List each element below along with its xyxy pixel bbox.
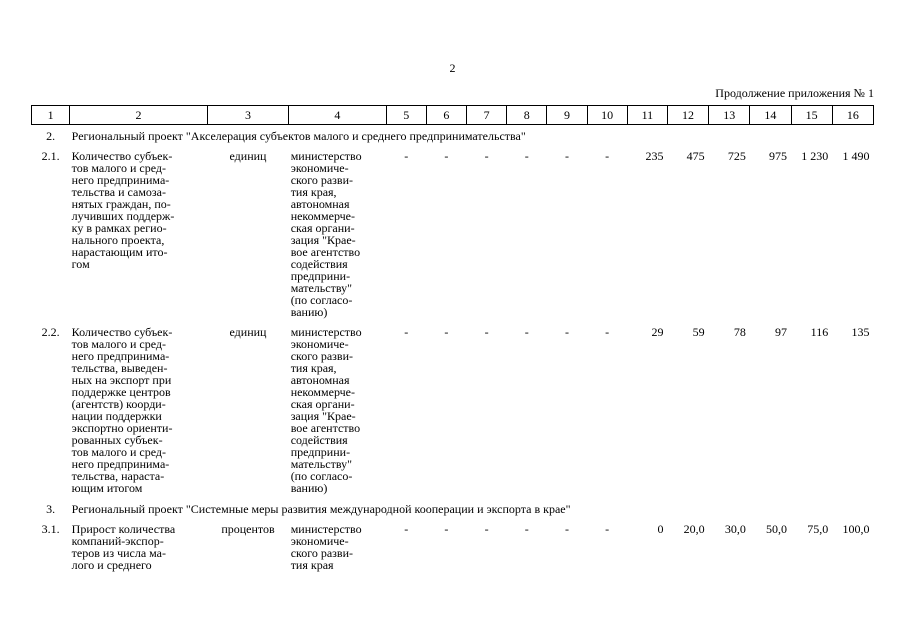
value-cell: 100,0 [842,522,870,536]
page-number: 2 [449,61,456,75]
value-cell: - [605,325,610,339]
header-cell: 1 [32,106,70,125]
value-cell: - [605,522,610,536]
row-number: 3.1. [41,522,60,536]
header-cell: 8 [507,106,547,125]
value-cell: 975 [769,149,788,163]
value-cell: - [444,325,449,339]
value-cell: 97 [775,325,788,339]
indicator-row [32,146,874,322]
section-row [32,498,874,519]
value-cell: 0 [657,522,664,536]
indicator-name: Прирост количества компаний-экспор- теров из числа ма- лого и среднего [71,522,176,572]
unit-cell: процентов [221,522,275,536]
indicator-row [32,322,874,498]
value-cell: - [484,522,489,536]
responsible-org: министерство экономиче- ского разви- тия края [290,522,362,572]
value-cell: - [605,149,610,163]
value-cell: 50,0 [766,522,788,536]
value-cell: - [404,149,409,163]
unit-cell: единиц [229,325,267,339]
value-cell: 59 [692,325,705,339]
value-cell: 20,0 [683,522,705,536]
value-cell: 29 [651,325,664,339]
value-cell: 235 [645,149,664,163]
value-cell: 725 [727,149,746,163]
section-number: 2. [46,129,56,143]
header-cell: 3 [207,106,288,125]
value-cell: 78 [733,325,746,339]
section-row [32,125,874,147]
value-cell: - [484,149,489,163]
value-cell: 116 [810,325,829,339]
value-cell: - [564,325,569,339]
indicators-table [31,105,874,575]
section-title: Региональный проект "Системные меры развития международной кооперации и экспорта в крае" [71,502,571,516]
header-cell: 15 [791,106,832,125]
value-cell: 30,0 [724,522,746,536]
header-cell: 4 [289,106,386,125]
header-cell: 16 [832,106,873,125]
value-cell: - [564,149,569,163]
header-cell: 12 [667,106,708,125]
value-cell: - [444,522,449,536]
header-cell: 11 [627,106,667,125]
row-number: 2.2. [41,325,60,339]
header-cell: 6 [426,106,466,125]
value-cell: 1 230 [801,149,829,163]
header-cell: 10 [587,106,627,125]
value-cell: 475 [686,149,705,163]
responsible-org: министерство экономиче- ского разви- тия края, автономная некоммерче- ская органи- зация "Крае- вое агентство содействия предприни- мательству" (по согласо- ванию) [290,325,362,495]
value-cell: - [404,522,409,536]
section-title: Региональный проект "Акселерация субъектов малого и среднего предпринимательства" [71,129,526,143]
value-cell: 75,0 [807,522,829,536]
value-cell: - [524,325,529,339]
value-cell: - [444,149,449,163]
value-cell: - [484,325,489,339]
header-cell: 7 [467,106,507,125]
responsible-org: министерство экономиче- ского разви- тия края, автономная некоммерче- ская органи- зация "Крае- вое агентство содействия предприни- мательству" (по согласо- ванию) [290,149,362,319]
section-number: 3. [46,502,56,516]
header-cell: 13 [709,106,750,125]
indicator-name: Количество субъек- тов малого и сред- него предпринима- тельства, выведен- ных на экспорт при поддержке центров (агентств) коорди- нации поддержки экспортно ориенти- рованных субъек- тов малого и сред- него предпринима- тельства, нараста- ющим итогом [71,325,173,495]
row-number: 2.1. [41,149,60,163]
header-row [32,106,874,125]
indicator-row [32,519,874,575]
value-cell: - [524,149,529,163]
indicator-name: Количество субъек- тов малого и сред- него предпринима- тельства и самоза- нятых граждан, по- лучивших поддерж- ку в рамках регио- нального проекта, нарастающим ито- гом [71,149,175,271]
unit-cell: единиц [229,149,267,163]
value-cell: - [564,522,569,536]
value-cell: 135 [851,325,870,339]
value-cell: - [524,522,529,536]
header-cell: 2 [70,106,208,125]
value-cell: - [404,325,409,339]
header-cell: 9 [547,106,587,125]
continuation-label: Продолжение приложения № 1 [715,86,874,100]
value-cell: 1 490 [842,149,870,163]
header-cell: 14 [750,106,791,125]
header-cell: 5 [386,106,426,125]
